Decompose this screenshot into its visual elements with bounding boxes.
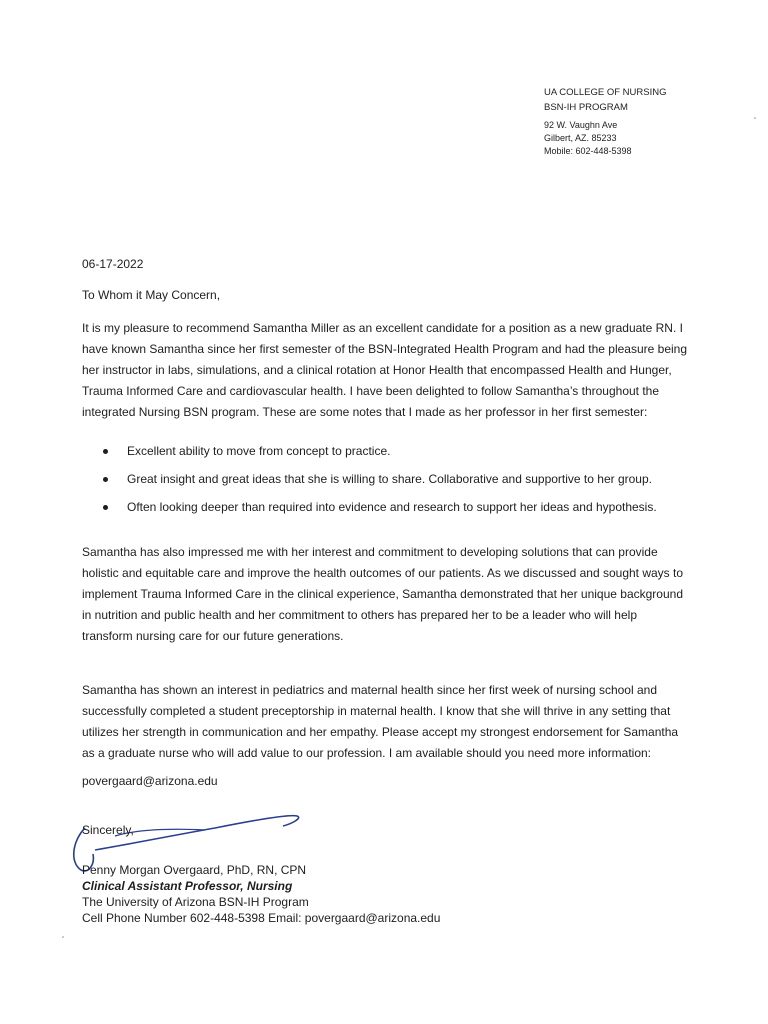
signature-block: [82, 862, 440, 926]
bullet-icon: [103, 449, 108, 454]
notes-list: [103, 441, 657, 525]
letterhead-org: UA COLLEGE OF NURSING: [544, 87, 667, 98]
paragraph-3: [82, 680, 722, 764]
signer-title: Clinical Assistant Professor, Nursing: [82, 879, 293, 893]
paragraph-line: Trauma Informed Care and cardiovascular health. I have been delighted to follow Samantha’s throughout the: [82, 384, 660, 398]
signer-institution: The University of Arizona BSN-IH Program: [82, 895, 309, 909]
closing: Sincerely,: [82, 823, 134, 837]
bullet-icon: [103, 505, 108, 510]
paragraph-line: utilizes her strength in communication and her empathy. Please accept my strongest endorsement for Samantha: [82, 725, 679, 739]
letter-date: 06-17-2022: [82, 257, 144, 271]
list-item: [103, 441, 657, 469]
salutation: To Whom it May Concern,: [82, 288, 221, 302]
paragraph-line: holistic and equitable care and improve the health outcomes of our patients. As we discussed and sought ways to: [82, 566, 684, 580]
scan-speck: [62, 936, 64, 938]
paragraph-line: have known Samantha since her first semester of the BSN-Integrated Health Program and had the pleasure being: [82, 342, 688, 356]
paragraph-line: Samantha has shown an interest in pediatrics and maternal health since her first week of nursing school and: [82, 683, 657, 697]
scan-speck: [754, 117, 756, 119]
signer-contact: Cell Phone Number 602-448-5398 Email: povergaard@arizona.edu: [82, 911, 441, 925]
paragraph-1: [82, 318, 722, 423]
letterhead-program: BSN-IH PROGRAM: [544, 102, 628, 113]
paragraph-line: Samantha has also impressed me with her interest and commitment to developing solutions that can provide: [82, 545, 658, 559]
bullet-icon: [103, 477, 108, 482]
paragraph-line: It is my pleasure to recommend Samantha Miller as an excellent candidate for a position as a new graduate RN. I: [82, 321, 683, 335]
paragraph-line: transform nursing care for our future generations.: [82, 629, 344, 643]
list-item: [103, 469, 657, 497]
letterhead-street: 92 W. Vaughn Ave: [544, 120, 618, 130]
paragraph-line: as a graduate nurse who will add value to our profession. I am available should you need more information:: [82, 746, 651, 760]
contact-email-link[interactable]: povergaard@arizona.edu: [82, 774, 218, 788]
paragraph-line: successfully completed a student preceptorship in maternal health. I know that she will thrive in any setting that: [82, 704, 671, 718]
paragraph-line: her instructor in labs, simulations, and a clinical rotation at Honor Health that encompassed Health and Hunger,: [82, 363, 672, 377]
paragraph-line: integrated Nursing BSN program. These are some notes that I made as her professor in her first semester:: [82, 405, 648, 419]
list-item-text: Often looking deeper than required into evidence and research to support her ideas and hypothesis.: [127, 500, 657, 514]
paragraph-2: [82, 542, 722, 647]
list-item: [103, 497, 657, 525]
letterhead-address: [544, 119, 666, 158]
letterhead-city: Gilbert, AZ. 85233: [544, 133, 617, 143]
letterhead-mobile: Mobile: 602-448-5398: [544, 146, 632, 156]
paragraph-line: in nutrition and public health and her commitment to others has prepared her to be a leader who will help: [82, 608, 637, 622]
letterhead: [544, 85, 666, 158]
paragraph-line: implement Trauma Informed Care in the clinical experience, Samantha demonstrated that her unique background: [82, 587, 684, 601]
list-item-text: Excellent ability to move from concept to practice.: [127, 444, 391, 458]
list-item-text: Great insight and great ideas that she is willing to share. Collaborative and supportive to her group.: [127, 472, 652, 486]
signer-name: Penny Morgan Overgaard, PhD, RN, CPN: [82, 863, 307, 877]
